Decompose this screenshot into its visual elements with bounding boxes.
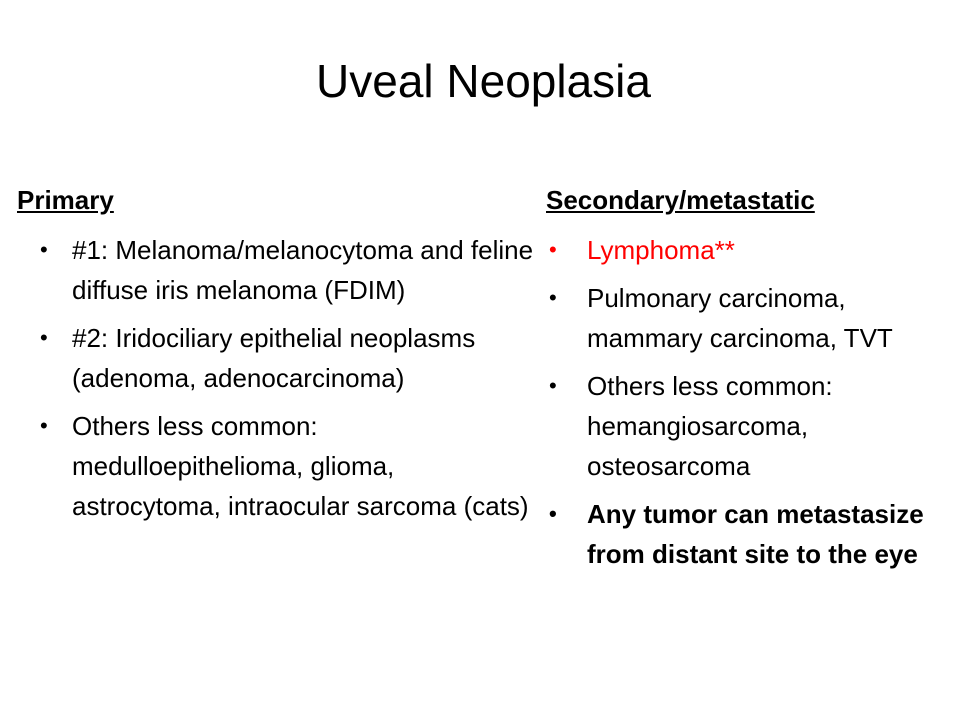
secondary-column (546, 180, 964, 582)
list-item (546, 366, 964, 486)
bullet-icon: • (40, 237, 48, 262)
list-item (17, 230, 537, 310)
list-item (546, 278, 964, 358)
secondary-heading: Secondary/metastatic (546, 185, 815, 215)
bullet-icon: • (549, 237, 557, 262)
list-item-emphasized (546, 494, 964, 574)
secondary-list (546, 230, 964, 574)
bullet-icon: • (549, 285, 557, 310)
bullet-icon: • (549, 501, 557, 526)
list-item (17, 318, 537, 398)
bullet-icon: • (549, 373, 557, 398)
list-item-text: Others less common: medulloepithelioma, glioma, astrocytoma, intraocular sarcoma (cats) (72, 411, 529, 521)
slide-title: Uveal Neoplasia (316, 55, 651, 107)
primary-heading: Primary (17, 185, 114, 215)
bullet-icon: • (40, 413, 48, 438)
primary-list (17, 230, 537, 526)
list-item-text: Pulmonary carcinoma, mammary carcinoma, TVT (587, 283, 893, 353)
list-item-text: #1: Melanoma/melanocytoma and feline diffuse iris melanoma (FDIM) (72, 235, 534, 305)
list-item (17, 406, 537, 526)
list-item-highlighted (546, 230, 964, 270)
list-item-text: Any tumor can metastasize from distant site to the eye (587, 499, 924, 569)
list-item-text: Others less common: hemangiosarcoma, osteosarcoma (587, 371, 833, 481)
bullet-icon: • (40, 325, 48, 350)
list-item-text: Lymphoma** (587, 235, 735, 265)
primary-column (17, 180, 537, 534)
list-item-text: #2: Iridociliary epithelial neoplasms (adenoma, adenocarcinoma) (72, 323, 476, 393)
